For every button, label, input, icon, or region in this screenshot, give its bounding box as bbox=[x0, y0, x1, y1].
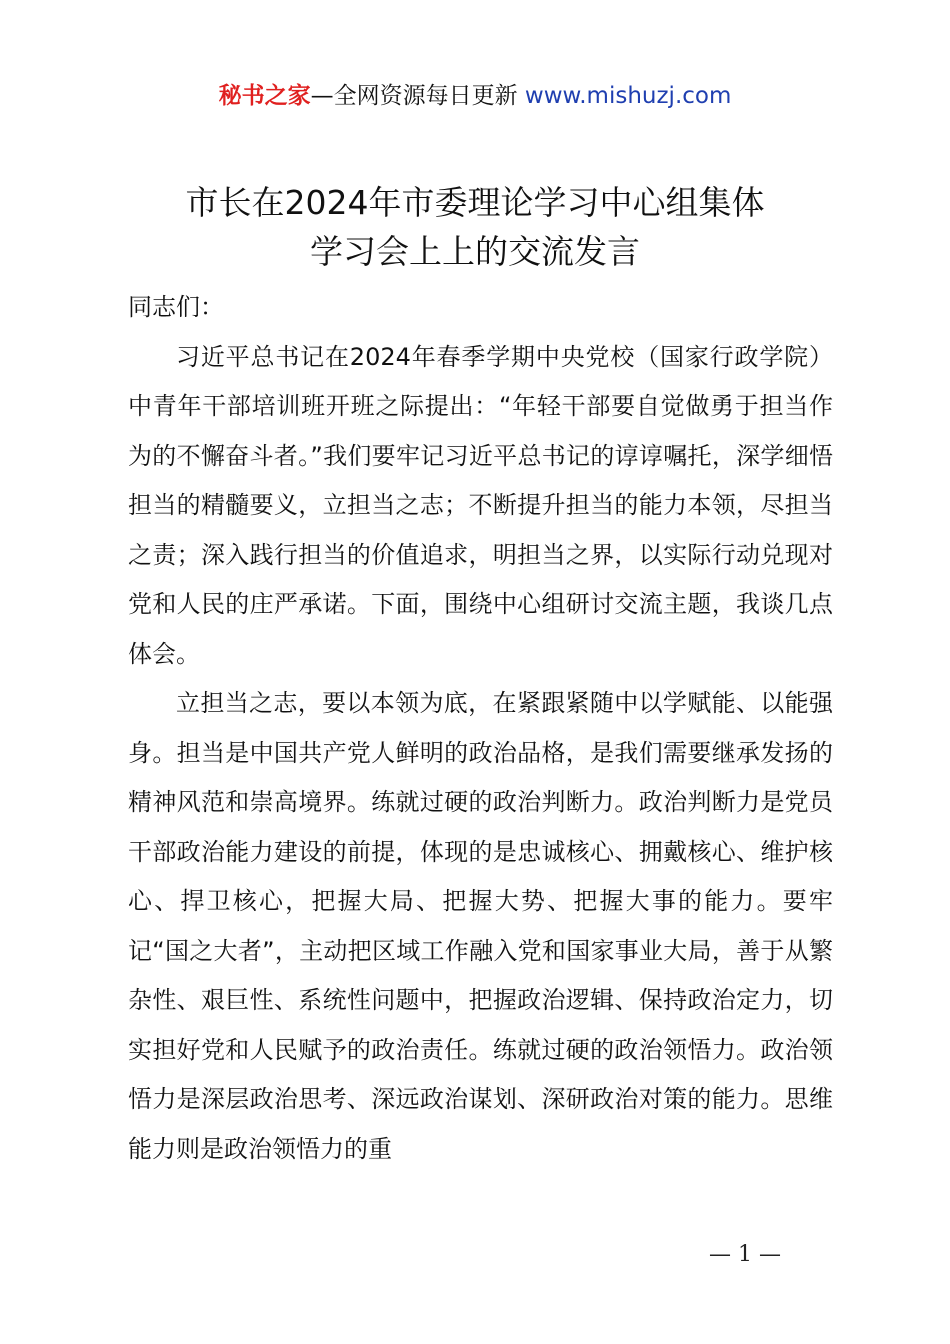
site-brand: 秘书之家 bbox=[218, 83, 311, 109]
document-body bbox=[128, 283, 833, 1174]
site-url-link[interactable]: www.mishuzj.com bbox=[524, 83, 732, 109]
title-line-1: 市长在2024年市委理论学习中心组集体 bbox=[185, 183, 765, 222]
salutation: 同志们： bbox=[128, 293, 224, 321]
paragraph-1: 习近平总书记在2024年春季学期中央党校（国家行政学院）中青年干部培训班开班之际提出：“年轻干部要自觉做勇于担当作为的不懈奋斗者。”我们要牢记习近平总书记的谆谆嘱托，深学细悟担当的精髓要义，立担当之志；不断提升担当的能力本领，尽担当之责；深入践行担当的价值追求，明担当之界，以实际行动兑现对党和人民的庄严承诺。下面，围绕中心组研讨交流主题，我谈几点体会。 bbox=[128, 342, 833, 668]
document-title bbox=[0, 178, 950, 276]
site-tagline: —全网资源每日更新 bbox=[310, 83, 518, 109]
page-number: — 1 — bbox=[709, 1242, 781, 1267]
site-header bbox=[0, 78, 950, 114]
title-line-2: 学习会上上的交流发言 bbox=[310, 232, 640, 271]
paragraph-2: 立担当之志，要以本领为底，在紧跟紧随中以学赋能、以能强身。担当是中国共产党人鲜明的政治品格，是我们需要继承发扬的精神风范和崇高境界。练就过硬的政治判断力。政治判断力是党员干部政治能力建设的前提，体现的是忠诚核心、拥戴核心、维护核心、捍卫核心，把握大局、把握大势、把握大事的能力。要牢记“国之大者”，主动把区域工作融入党和国家事业大局，善于从繁杂性、艰巨性、系统性问题中，把握政治逻辑、保持政治定力，切实担好党和人民赋予的政治责任。练就过硬的政治领悟力。政治领悟力是深层政治思考、深远政治谋划、深研政治对策的能力。思维能力则是政治领悟力的重 bbox=[128, 689, 833, 1163]
